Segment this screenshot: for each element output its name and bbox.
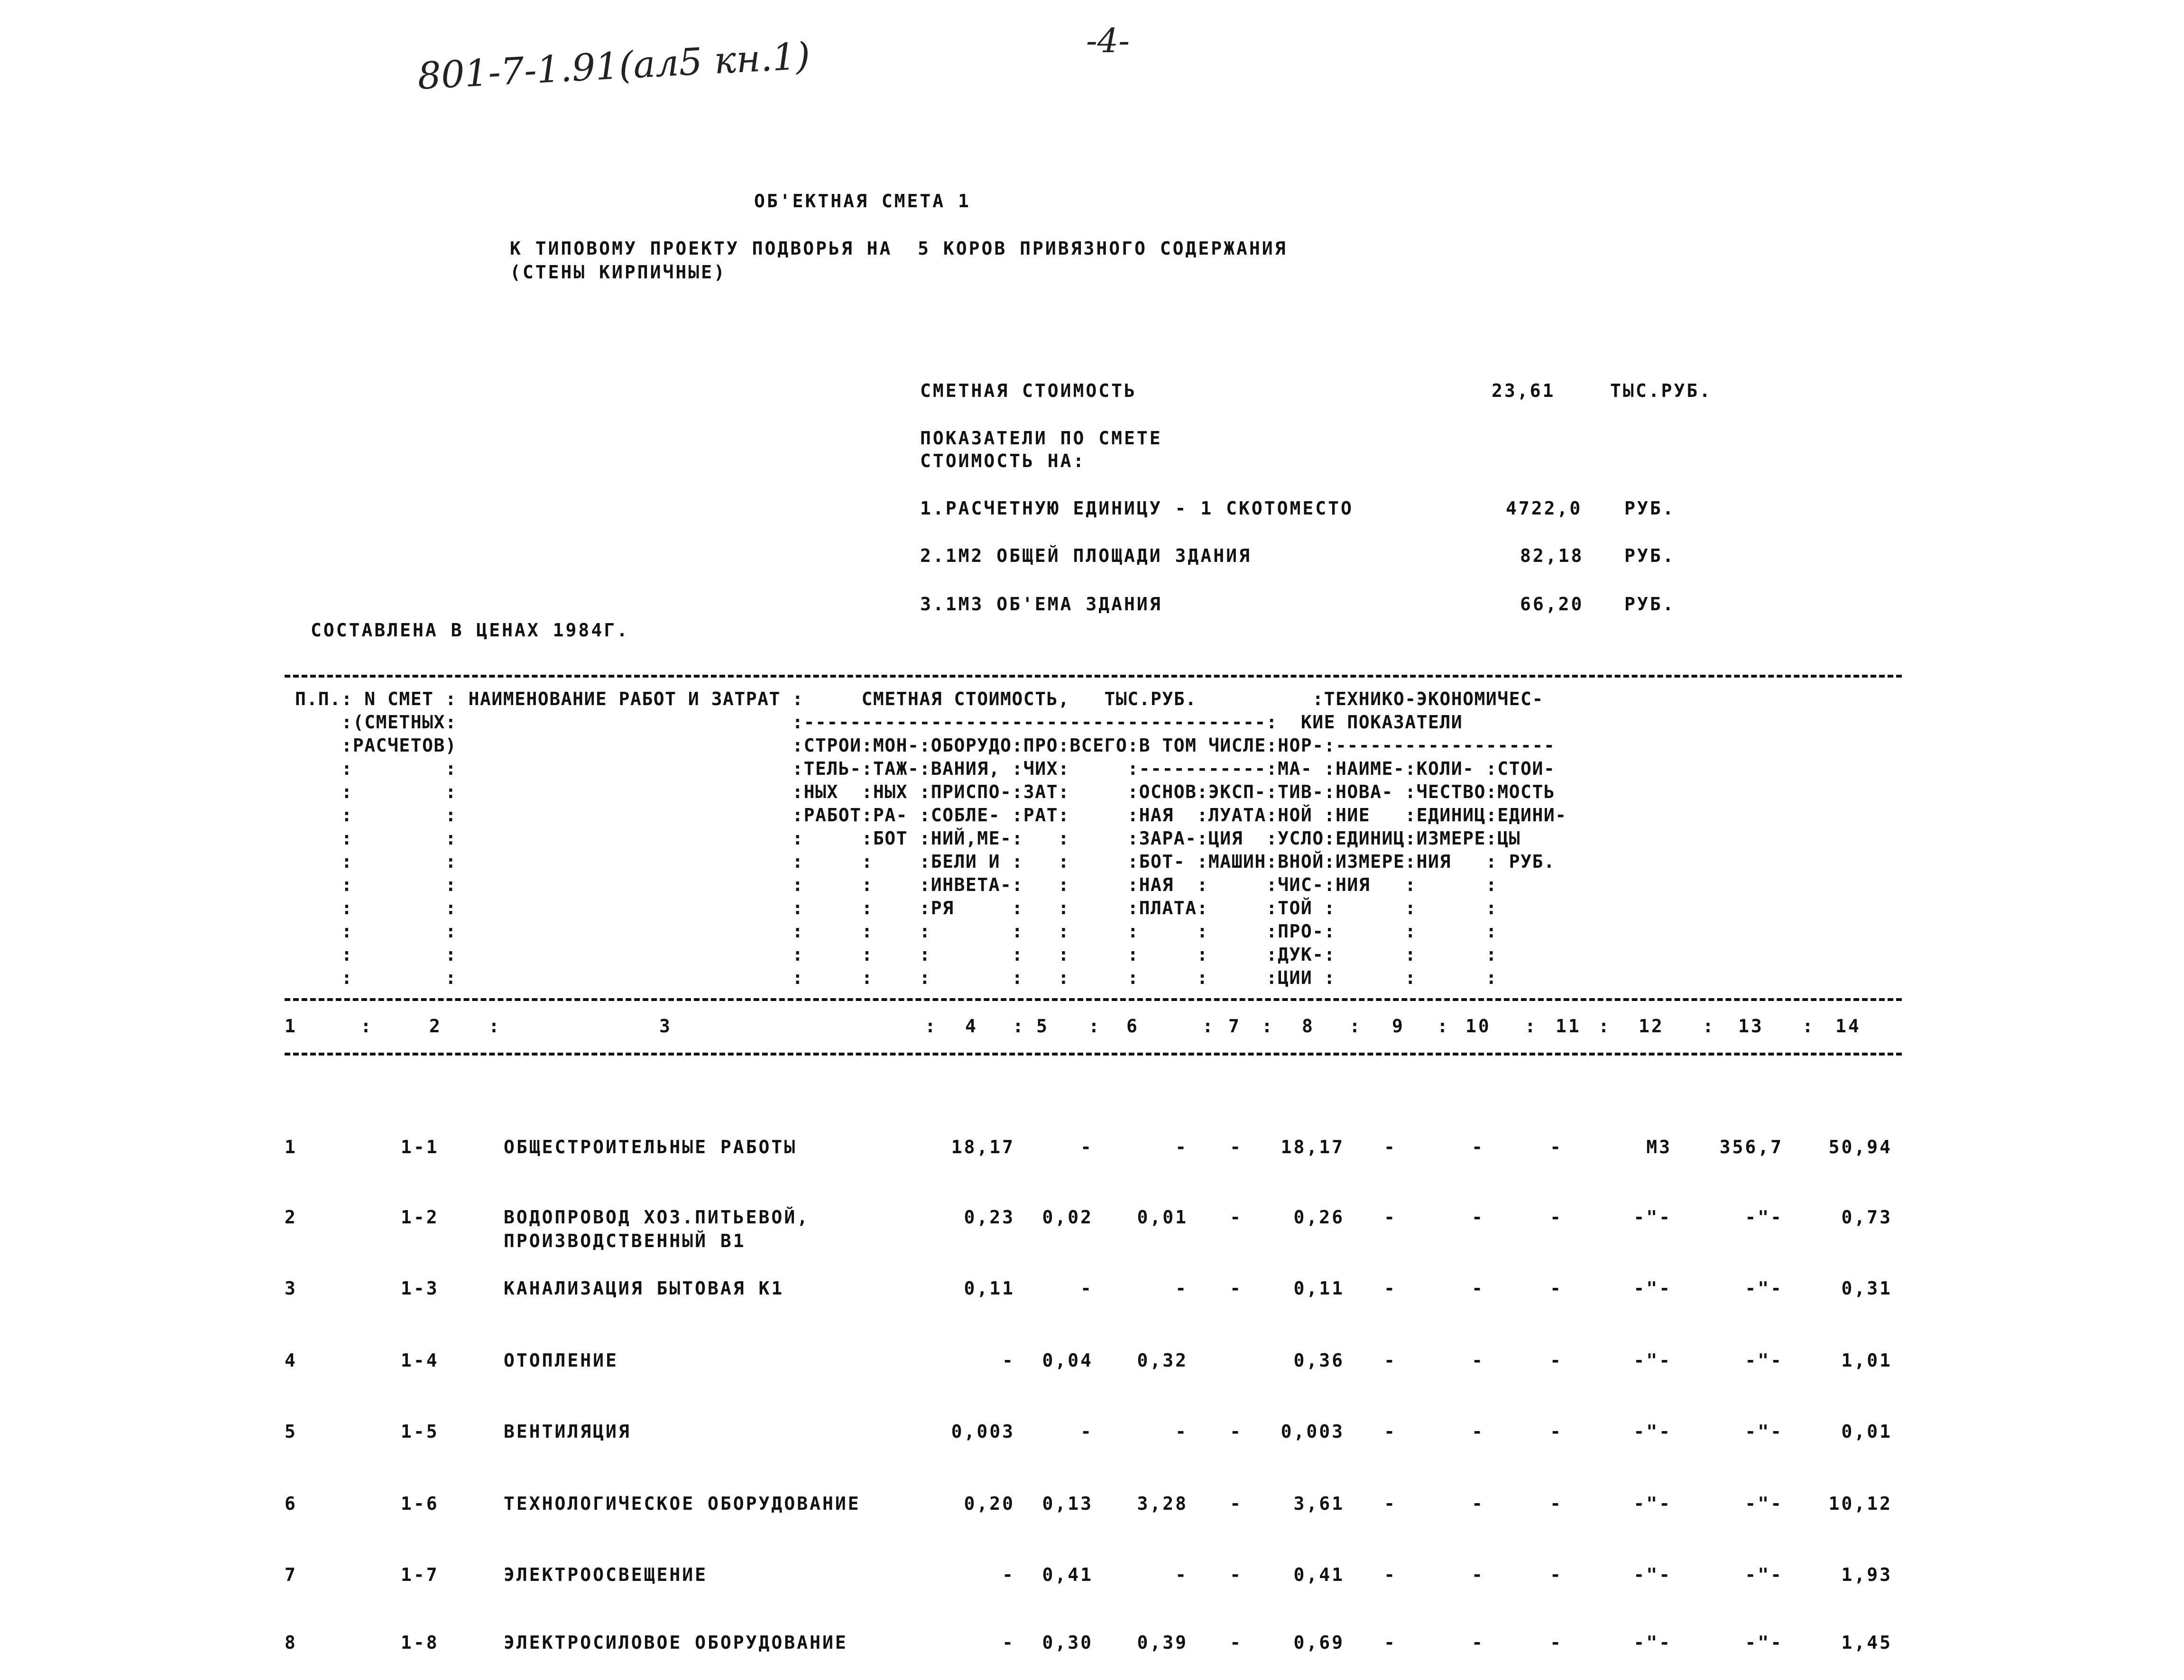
cell-c13: -"-: [1745, 1207, 1783, 1228]
col-num-2: 2: [429, 1016, 442, 1037]
cell-c7: -: [1230, 1278, 1243, 1299]
cell-pp: 3: [285, 1278, 297, 1299]
header-line: П.П.: N СМЕТ : НАИМЕНОВАНИЕ РАБОТ И ЗАТРАТ : СМЕТНАЯ СТОИМОСТЬ, ТЫС.РУБ. :ТЕХНИКО-ЭКОНОМИЧЕС-: [295, 689, 1544, 709]
cell-c6: -: [1175, 1421, 1188, 1442]
header-line: : : :НЫХ :НЫХ :ПРИСПО-:ЗАТ: :ОСНОВ:ЭКСП-:ТИВ-:НОВА- :ЧЕСТВО:МОСТЬ: [295, 781, 1556, 802]
cell-pp: 8: [285, 1632, 297, 1653]
document-subtitle-line2: (СТЕНЫ КИРПИЧНЫЕ): [510, 262, 727, 283]
indicators-label-2: СТОИМОСТЬ НА:: [920, 450, 1086, 471]
document-title: ОБ'ЕКТНАЯ СМЕТА 1: [754, 191, 971, 211]
cell-c4: 0,23: [964, 1207, 1015, 1228]
col-sep: :: [925, 1016, 938, 1037]
cell-c7: -: [1230, 1632, 1243, 1653]
cell-c14: 1,93: [1841, 1564, 1892, 1585]
cell-c13: -"-: [1745, 1278, 1783, 1299]
cell-code: 1-5: [401, 1421, 439, 1442]
cell-pp: 4: [285, 1350, 297, 1371]
cell-c12: -"-: [1633, 1564, 1672, 1585]
cell-c4: 0,003: [951, 1421, 1015, 1442]
cell-c6: 0,32: [1137, 1350, 1188, 1371]
cell-c9: -: [1384, 1493, 1397, 1514]
cell-c7: -: [1230, 1137, 1243, 1157]
cost-unit: ТЫС.РУБ.: [1610, 380, 1713, 401]
cell-c14: 0,01: [1841, 1421, 1892, 1442]
col-num-10: 10: [1465, 1016, 1491, 1037]
cell-c12: -"-: [1633, 1350, 1672, 1371]
cell-code: 1-7: [401, 1564, 439, 1585]
cell-name: ПРОИЗВОДСТВЕННЫЙ В1: [504, 1230, 746, 1251]
indicator-2-value: 82,18: [1520, 545, 1584, 566]
cell-c4: -: [1002, 1350, 1015, 1371]
cell-c6: 0,01: [1137, 1207, 1188, 1228]
indicator-1-label: 1.РАСЧЕТНУЮ ЕДИНИЦУ - 1 СКОТОМЕСТО: [920, 498, 1354, 519]
cell-name: ОБЩЕСТРОИТЕЛЬНЫЕ РАБОТЫ: [504, 1137, 797, 1157]
handwritten-doc-ref: 801-7-1.91(ал5 кн.1): [416, 35, 811, 98]
cell-c5: 0,02: [1042, 1207, 1093, 1228]
cell-c11: -: [1550, 1421, 1563, 1442]
cell-c9: -: [1384, 1632, 1397, 1653]
cell-c13: 356,7: [1719, 1137, 1783, 1157]
cell-c9: -: [1384, 1421, 1397, 1442]
col-sep: :: [1349, 1016, 1362, 1037]
col-num-14: 14: [1835, 1016, 1861, 1037]
cell-c13: -"-: [1745, 1350, 1783, 1371]
cell-c7: -: [1230, 1564, 1243, 1585]
header-line: : : : : : : : : : :ДУК-: : :: [295, 944, 1498, 965]
cell-c10: -: [1472, 1350, 1484, 1371]
cell-c10: -: [1472, 1137, 1484, 1157]
indicator-3-label: 3.1М3 ОБ'ЕМА ЗДАНИЯ: [920, 594, 1162, 615]
cell-c12: -"-: [1633, 1493, 1672, 1514]
cell-pp: 2: [285, 1207, 297, 1228]
cell-c5: 0,13: [1042, 1493, 1093, 1514]
cell-name: ЭЛЕКТРООСВЕЩЕНИЕ: [504, 1564, 708, 1585]
cell-c6: 3,28: [1137, 1493, 1188, 1514]
cell-c4: -: [1002, 1564, 1015, 1585]
cell-c11: -: [1550, 1278, 1563, 1299]
header-bottom-rule: [285, 998, 1902, 1001]
cell-c9: -: [1384, 1564, 1397, 1585]
cell-c9: -: [1384, 1350, 1397, 1371]
cell-c14: 0,73: [1841, 1207, 1892, 1228]
cell-name: ОТОПЛЕНИЕ: [504, 1350, 618, 1371]
cell-c8: 0,003: [1281, 1421, 1345, 1442]
cell-c11: -: [1550, 1564, 1563, 1585]
cell-c14: 1,01: [1841, 1350, 1892, 1371]
cell-c12: -"-: [1633, 1278, 1672, 1299]
col-num-3: 3: [659, 1016, 672, 1037]
cell-c4: 18,17: [951, 1137, 1015, 1157]
cell-c5: -: [1080, 1421, 1093, 1442]
col-num-1: 1: [285, 1016, 297, 1037]
cell-pp: 1: [285, 1137, 297, 1157]
cell-name: КАНАЛИЗАЦИЯ БЫТОВАЯ К1: [504, 1278, 784, 1299]
cell-c5: 0,41: [1042, 1564, 1093, 1585]
cell-pp: 5: [285, 1421, 297, 1442]
cell-c12: -"-: [1633, 1632, 1672, 1653]
col-num-7: 7: [1228, 1016, 1241, 1037]
cell-c11: -: [1550, 1632, 1563, 1653]
cell-c4: 0,11: [964, 1278, 1015, 1299]
cell-code: 1-3: [401, 1278, 439, 1299]
cell-c13: -"-: [1745, 1632, 1783, 1653]
cell-c8: 0,41: [1293, 1564, 1345, 1585]
col-sep: :: [488, 1016, 501, 1037]
col-sep: :: [1802, 1016, 1815, 1037]
cell-c5: -: [1080, 1278, 1093, 1299]
cell-c10: -: [1472, 1632, 1484, 1653]
col-sep: :: [1013, 1016, 1025, 1037]
cell-code: 1-4: [401, 1350, 439, 1371]
cell-name: ТЕХНОЛОГИЧЕСКОЕ ОБОРУДОВАНИЕ: [504, 1493, 861, 1514]
col-sep: :: [360, 1016, 373, 1037]
cell-c9: -: [1384, 1278, 1397, 1299]
indicator-2-label: 2.1М2 ОБЩЕЙ ПЛОЩАДИ ЗДАНИЯ: [920, 545, 1252, 566]
cell-c13: -"-: [1745, 1421, 1783, 1442]
header-line: : : : : :ИНВЕТА-: : :НАЯ : :ЧИС-:НИЯ : :: [295, 874, 1498, 895]
indicator-1-unit: РУБ.: [1624, 498, 1676, 519]
cell-c14: 50,94: [1828, 1137, 1892, 1157]
cell-code: 1-6: [401, 1493, 439, 1514]
col-num-11: 11: [1556, 1016, 1581, 1037]
col-sep: :: [1262, 1016, 1274, 1037]
document-subtitle-line1: К ТИПОВОМУ ПРОЕКТУ ПОДВОРЬЯ НА 5 КОРОВ ПРИВЯЗНОГО СОДЕРЖАНИЯ: [510, 238, 1288, 259]
cell-c7: -: [1230, 1207, 1243, 1228]
prices-note: СОСТАВЛЕНА В ЦЕНАХ 1984Г.: [311, 620, 629, 641]
cell-c12: -"-: [1633, 1421, 1672, 1442]
header-line: : : :РАБОТ:РА- :СОБЛЕ- :РАТ: :НАЯ :ЛУАТА:НОЙ :НИЕ :ЕДИНИЦ:ЕДИНИ-: [295, 805, 1567, 826]
indicator-3-unit: РУБ.: [1624, 594, 1676, 615]
cell-c6: -: [1175, 1564, 1188, 1585]
cell-name: ВЕНТИЛЯЦИЯ: [504, 1421, 631, 1442]
table-top-rule: [285, 675, 1902, 678]
cell-c5: 0,04: [1042, 1350, 1093, 1371]
col-num-8: 8: [1302, 1016, 1315, 1037]
column-numbers-bottom-rule: [285, 1053, 1902, 1056]
col-sep: :: [1525, 1016, 1538, 1037]
cell-c14: 10,12: [1828, 1493, 1892, 1514]
cell-pp: 6: [285, 1493, 297, 1514]
handwritten-page-number: -4-: [1086, 21, 1130, 60]
cell-c5: 0,30: [1042, 1632, 1093, 1653]
cell-c8: 3,61: [1293, 1493, 1345, 1514]
cell-c10: -: [1472, 1207, 1484, 1228]
cell-c9: -: [1384, 1207, 1397, 1228]
col-num-13: 13: [1738, 1016, 1764, 1037]
cost-label: СМЕТНАЯ СТОИМОСТЬ: [920, 380, 1137, 401]
cell-c6: -: [1175, 1278, 1188, 1299]
cell-c8: 0,26: [1293, 1207, 1345, 1228]
cell-c9: -: [1384, 1137, 1397, 1157]
cell-c11: -: [1550, 1493, 1563, 1514]
cell-c12: -"-: [1633, 1207, 1672, 1228]
col-sep: :: [1088, 1016, 1101, 1037]
cell-c11: -: [1550, 1207, 1563, 1228]
col-sep: :: [1202, 1016, 1215, 1037]
cell-c8: 0,69: [1293, 1632, 1345, 1653]
cell-name: ВОДОПРОВОД ХОЗ.ПИТЬЕВОЙ,: [504, 1207, 810, 1228]
col-num-4: 4: [965, 1016, 978, 1037]
header-line: : : :ТЕЛЬ-:ТАЖ-:ВАНИЯ, :ЧИХ: :-----------:МА- :НАИМЕ-:КОЛИ- :СТОИ-: [295, 758, 1556, 779]
col-sep: :: [1703, 1016, 1715, 1037]
cell-c11: -: [1550, 1137, 1563, 1157]
cell-c7: -: [1230, 1493, 1243, 1514]
header-line: : : : : :РЯ : : :ПЛАТА: :ТОЙ : : :: [295, 898, 1498, 918]
cell-c6: -: [1175, 1137, 1188, 1157]
header-line: : : : : : : : : : :ПРО-: : :: [295, 921, 1498, 942]
col-num-9: 9: [1392, 1016, 1405, 1037]
header-line: : : : : :БЕЛИ И : : :БОТ- :МАШИН:ВНОЙ:ИЗМЕРЕ:НИЯ : РУБ.: [295, 851, 1556, 872]
cell-c13: -"-: [1745, 1564, 1783, 1585]
cell-pp: 7: [285, 1564, 297, 1585]
indicator-3-value: 66,20: [1520, 594, 1584, 615]
header-line: :(СМЕТНЫХ: :----------------------------------------: КИЕ ПОКАЗАТЕЛИ: [295, 712, 1463, 733]
indicator-2-unit: РУБ.: [1624, 545, 1676, 566]
cell-c14: 0,31: [1841, 1278, 1892, 1299]
cell-c8: 0,11: [1293, 1278, 1345, 1299]
cell-c10: -: [1472, 1421, 1484, 1442]
indicators-label-1: ПОКАЗАТЕЛИ ПО СМЕТЕ: [920, 428, 1162, 449]
cell-c5: -: [1080, 1137, 1093, 1157]
cell-c8: 18,17: [1281, 1137, 1345, 1157]
cell-c12: М3: [1646, 1137, 1672, 1157]
header-line: : : : : : : : : : :ЦИИ : : :: [295, 967, 1498, 988]
cell-c8: 0,36: [1293, 1350, 1345, 1371]
cell-code: 1-2: [401, 1207, 439, 1228]
cell-c14: 1,45: [1841, 1632, 1892, 1653]
cell-code: 1-8: [401, 1632, 439, 1653]
cell-c10: -: [1472, 1493, 1484, 1514]
header-line: :РАСЧЕТОВ) :СТРОИ:МОН-:ОБОРУДО:ПРО:ВСЕГО:В ТОМ ЧИСЛЕ:НОР-:-------------------: [295, 735, 1556, 756]
header-line: : : : :БОТ :НИЙ,МЕ-: : :ЗАРА-:ЦИЯ :УСЛО:ЕДИНИЦ:ИЗМЕРЕ:ЦЫ: [295, 828, 1521, 849]
cell-name: ЭЛЕКТРОСИЛОВОЕ ОБОРУДОВАНИЕ: [504, 1632, 848, 1653]
cell-c4: 0,20: [964, 1493, 1015, 1514]
cell-c4: -: [1002, 1632, 1015, 1653]
cell-code: 1-1: [401, 1137, 439, 1157]
cell-c6: 0,39: [1137, 1632, 1188, 1653]
cell-c10: -: [1472, 1278, 1484, 1299]
indicator-1-value: 4722,0: [1506, 498, 1583, 519]
cell-c10: -: [1472, 1564, 1484, 1585]
cell-c7: -: [1230, 1421, 1243, 1442]
cost-value: 23,61: [1492, 380, 1556, 401]
col-sep: :: [1598, 1016, 1611, 1037]
cell-c13: -"-: [1745, 1493, 1783, 1514]
col-num-5: 5: [1036, 1016, 1049, 1037]
col-num-6: 6: [1126, 1016, 1139, 1037]
col-num-12: 12: [1639, 1016, 1664, 1037]
col-sep: :: [1437, 1016, 1450, 1037]
cell-c11: -: [1550, 1350, 1563, 1371]
